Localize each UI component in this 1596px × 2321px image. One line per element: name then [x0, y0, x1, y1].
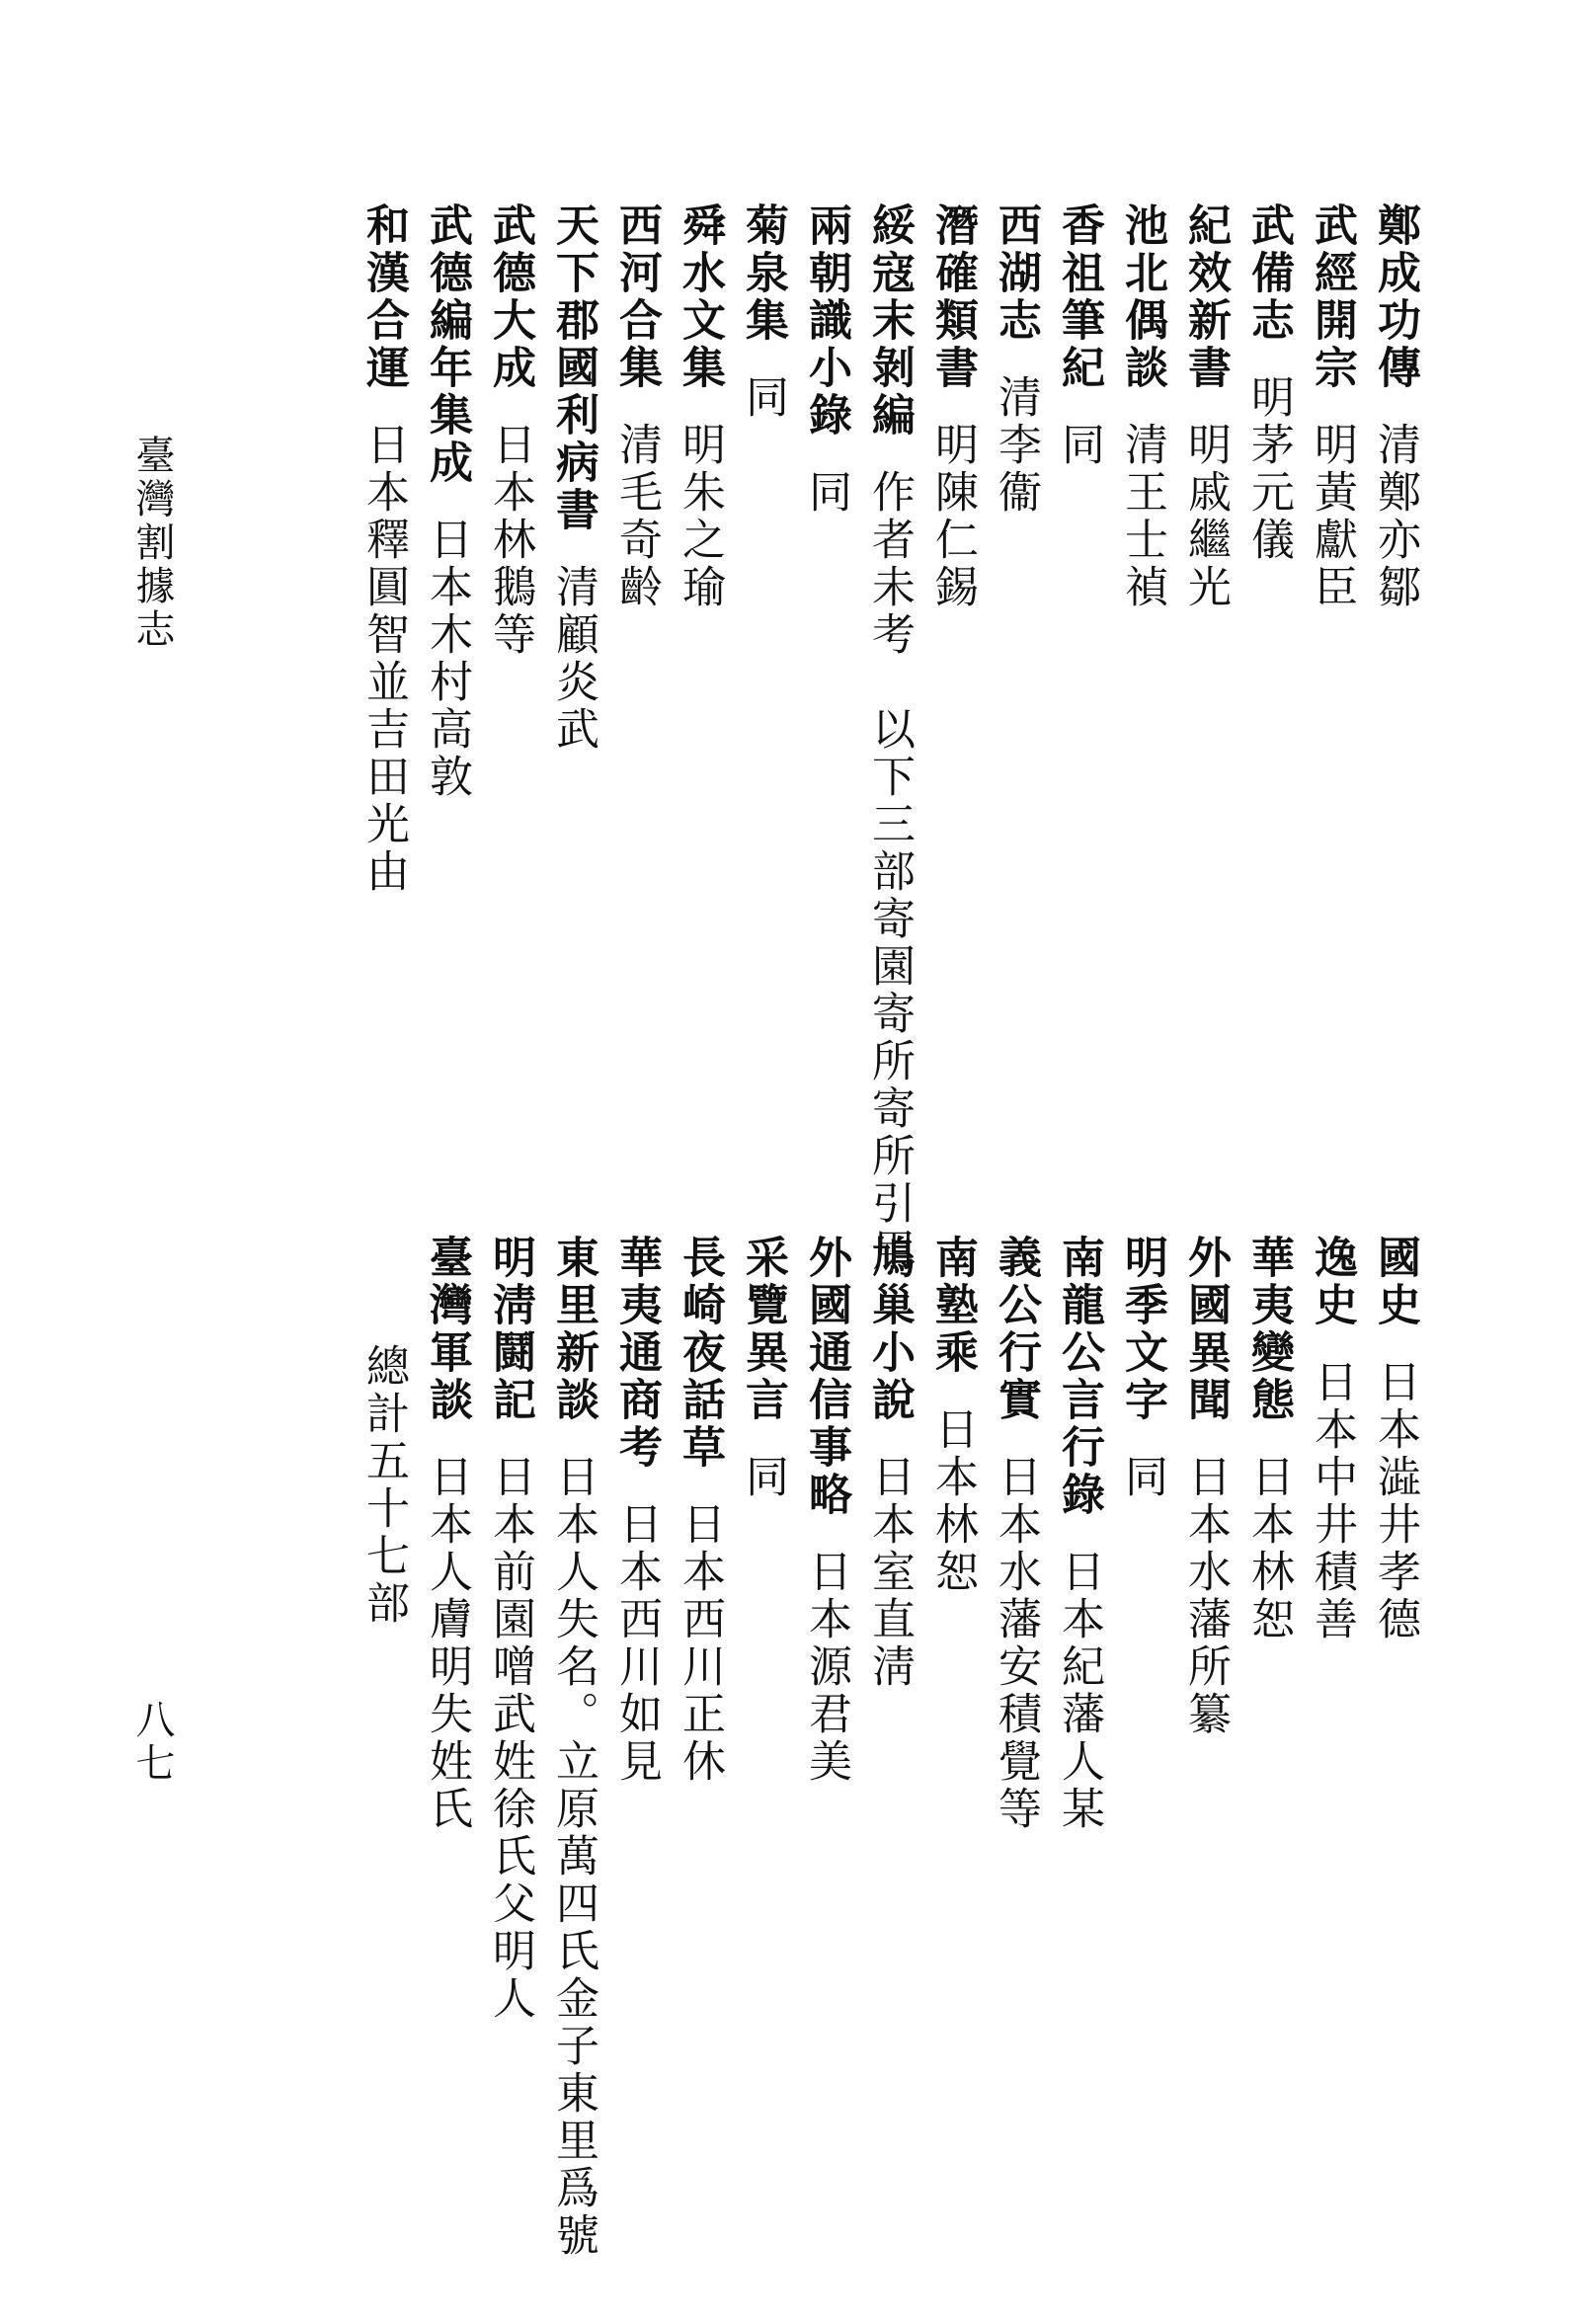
list-item: 鄭成功傳清鄭亦鄒	[1370, 202, 1420, 611]
list-item: 舜水文集明朱之瑜	[675, 202, 725, 611]
list-item: 臺灣軍談日本人膚明失姓氏	[422, 1235, 472, 1833]
list-item: 外國通信事略日本源君美	[801, 1235, 851, 1786]
list-item: 鳩巢小說日本室直淸	[864, 1235, 915, 1691]
list-item: 西河合集清毛奇齡	[611, 202, 662, 611]
list-item: 武德大成日本林鵝等	[485, 202, 535, 659]
list-item: 池北偶談清王士禎	[1117, 202, 1167, 611]
list-item: 武德編年集成日本木村高敦	[422, 202, 472, 801]
list-item: 東里新談日本人失名。立原萬四氏金子東里爲號	[548, 1235, 598, 2260]
list-item: 南龍公言行錄日本紀藩人某	[1054, 1235, 1104, 1833]
list-item: 潛確類書明陳仁錫	[927, 202, 978, 611]
list-item: 和漢合運日本釋圓智並吉田光由	[359, 202, 409, 896]
total-count: 總計五十七部	[359, 1343, 409, 1628]
list-item: 國史日本澁井孝德	[1370, 1235, 1420, 1643]
list-item: 長崎夜話草日本西川正休	[675, 1235, 725, 1786]
page-number: 八七	[129, 1699, 175, 1786]
list-item: 菊泉集同	[738, 202, 788, 422]
list-item: 武經開宗明黃獻臣	[1307, 202, 1357, 611]
list-item: 綏寇末剝編作者未考 以下三部寄園寄所寄所引用	[864, 202, 915, 1275]
list-item: 明季文字同	[1117, 1235, 1167, 1501]
list-item: 華夷變態日本林恕	[1243, 1235, 1294, 1643]
list-item: 義公行實日本水藩安積覺等	[991, 1235, 1041, 1833]
list-item: 明淸鬪記日本前園噌武姓徐氏父明人	[485, 1235, 535, 2023]
list-item: 華夷通商考日本西川如見	[611, 1235, 662, 1786]
list-item: 天下郡國利病書清顧炎武	[548, 202, 598, 754]
running-title: 臺灣割據志	[129, 435, 175, 652]
list-item: 采覽異言同	[738, 1235, 788, 1501]
list-item: 外國異聞日本水藩所纂	[1180, 1235, 1231, 1738]
list-item: 武備志明茅元儀	[1243, 202, 1294, 564]
list-item: 香祖筆紀同	[1054, 202, 1104, 469]
list-item: 兩朝識小錄同	[801, 202, 851, 517]
list-item: 西湖志清李衞	[991, 202, 1041, 517]
list-item: 南塾乘日本林恕	[927, 1235, 978, 1596]
list-item: 逸史日本中井積善	[1307, 1235, 1357, 1643]
list-item: 紀效新書明戚繼光	[1180, 202, 1231, 611]
